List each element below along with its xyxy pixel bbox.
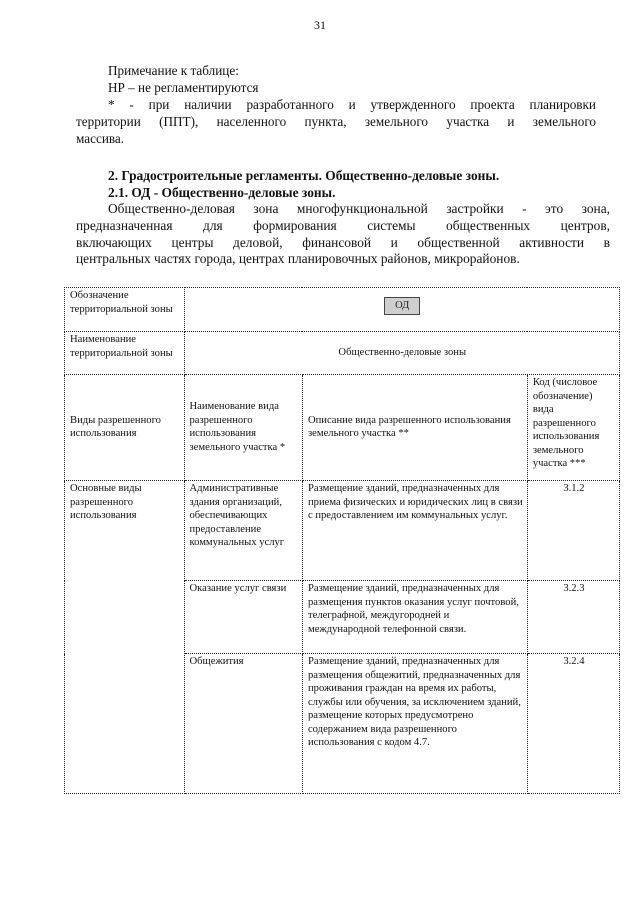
para-line: предназначенная для формирования системы общественных центров, <box>76 217 610 233</box>
note-heading: Примечание к таблице: <box>108 63 239 78</box>
note-np: НР – не регламентируются <box>108 80 259 95</box>
uses-label: Виды разрешенного использования <box>65 375 185 481</box>
col-header-code: Код (числовое обозначение) вида разрешенного использования земельного участка *** <box>527 375 619 481</box>
use-name: Общежития <box>184 654 302 794</box>
use-code: 3.2.3 <box>527 581 619 654</box>
table-note <box>76 62 596 147</box>
zone-name: Общественно-деловые зоны <box>184 332 620 375</box>
page-number: 31 <box>314 18 326 32</box>
col-header-desc: Описание вида разрешенного использования земельного участка ** <box>302 375 527 481</box>
col-header-name: Наименование вида разрешенного использования земельного участка * <box>184 375 302 481</box>
use-desc: Размещение зданий, предназначенных для размещения пунктов оказания услуг почтовой, телеграфной, междугородней и международной телефонной связи. <box>302 581 527 654</box>
use-name: Оказание услуг связи <box>184 581 302 654</box>
section-paragraph <box>76 201 610 268</box>
use-desc: Размещение зданий, предназначенных для размещения общежитий, предназначенных для проживания граждан на время их работы, службы или обучения, за исключением зданий, размещение которых предусмотрено содержанием вида разрешенного использования с кодом 4.7. <box>302 654 527 794</box>
note-asterisk-line3: массива. <box>76 131 125 146</box>
zone-code-label: Обозначение территориальной зоны <box>65 288 185 332</box>
main-uses-label: Основные виды разрешенного использования <box>65 481 185 794</box>
use-name: Административные здания организаций, обеспечивающих предоставление коммунальных услуг <box>184 481 302 581</box>
para-line: центральных частях города, центрах планировочных районов, микрорайонов. <box>76 251 520 267</box>
use-desc: Размещение зданий, предназначенных для приема физических и юридических лиц в связи с предоставлением им коммунальных услуг. <box>302 481 527 581</box>
section-subheading: 2.1. ОД - Общественно-деловые зоны. <box>108 185 336 200</box>
para-line: включающих центры деловой, финансовой и общественной активности в <box>76 234 610 250</box>
zone-regulation-table <box>64 287 620 794</box>
use-code: 3.1.2 <box>527 481 619 581</box>
zone-code-badge: ОД <box>384 297 420 315</box>
zone-name-label: Наименование территориальной зоны <box>65 332 185 375</box>
note-asterisk-line1: * - при наличии разработанного и утвержденного проекта планировки <box>108 97 596 112</box>
zone-code-cell <box>184 288 620 332</box>
section-heading: 2. Градостроительные регламенты. Общественно-деловые зоны. <box>108 168 500 183</box>
para-line: Общественно-деловая зона многофункциональной застройки - это зона, <box>108 201 610 216</box>
use-code: 3.2.4 <box>527 654 619 794</box>
note-asterisk-line2: территории (ППТ), населенного пункта, земельного участка и земельного <box>76 114 596 129</box>
